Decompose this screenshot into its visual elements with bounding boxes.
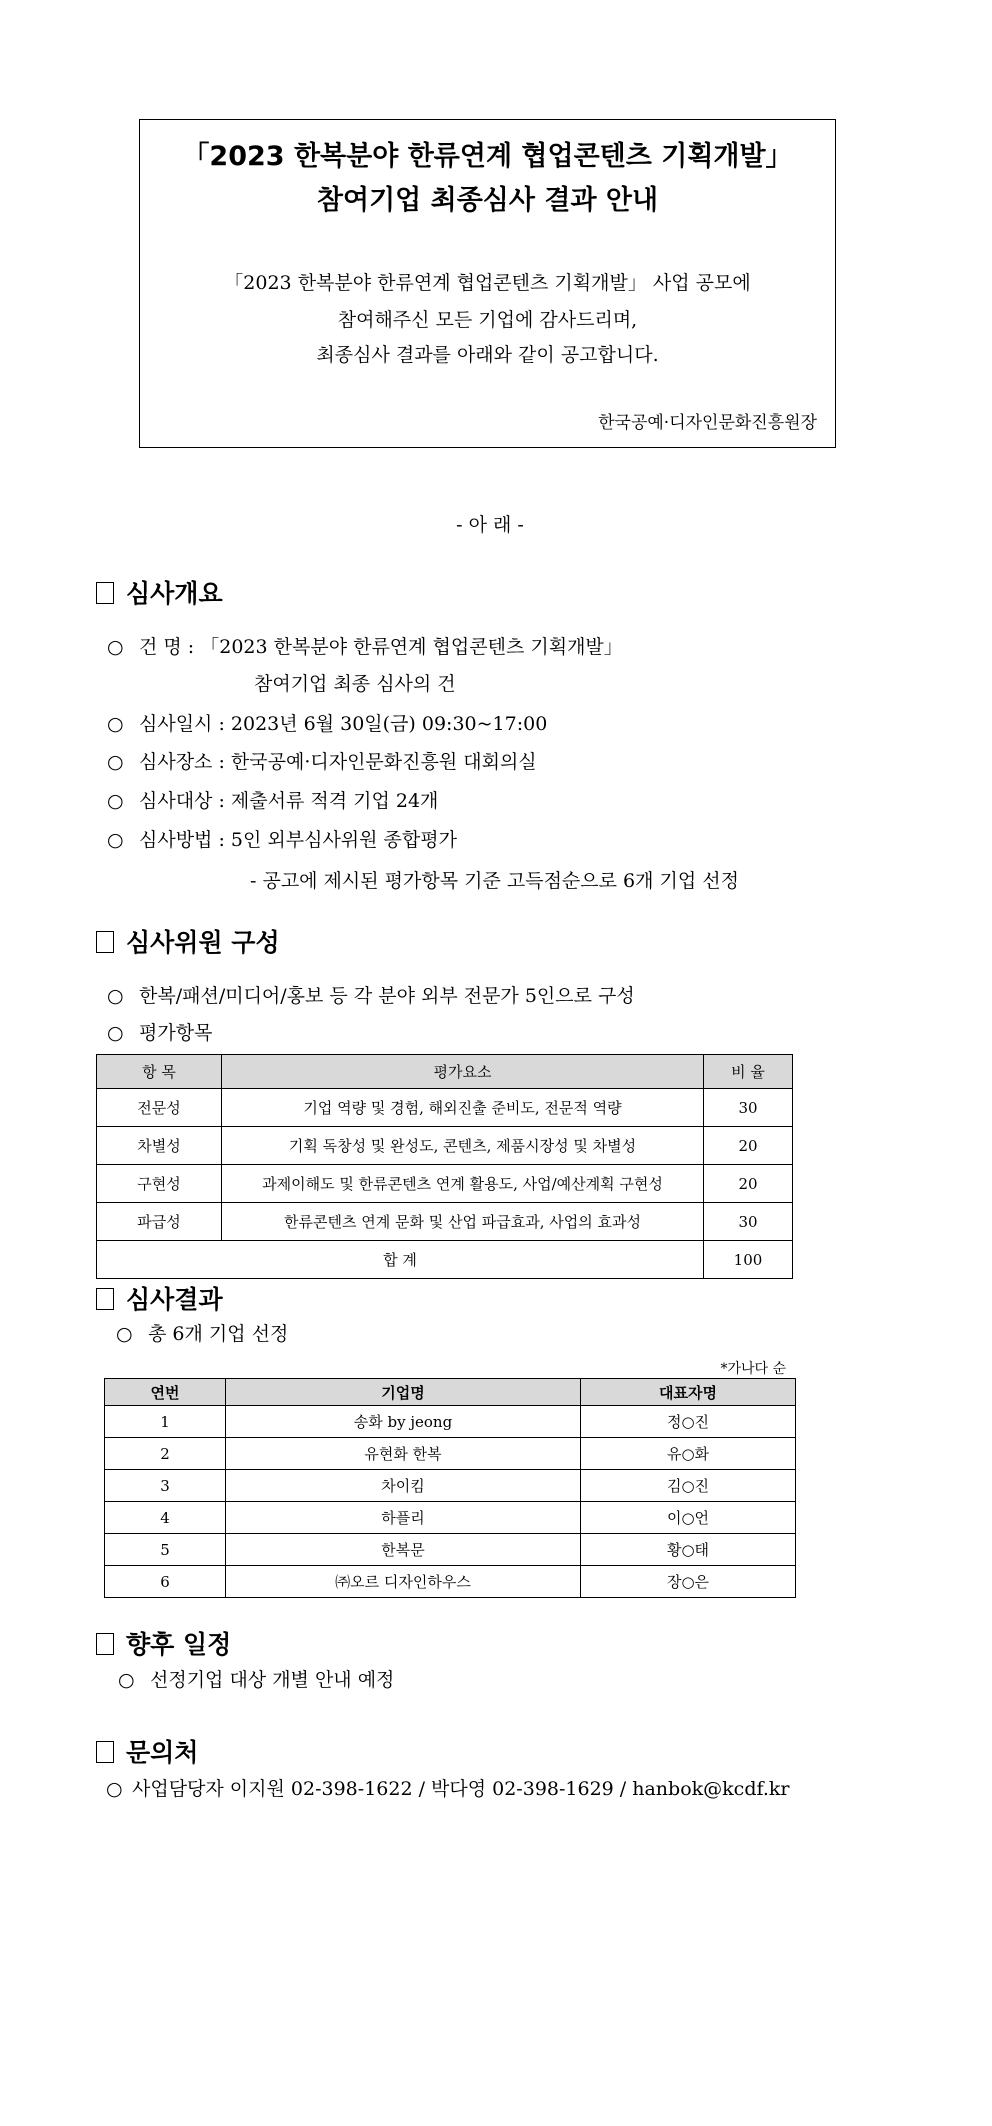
cell: 합 계 (97, 1241, 704, 1279)
overview-item-title (107, 632, 623, 659)
notice-body-line: 참여해주신 모든 기업에 감사드리며, (337, 309, 638, 331)
notice-body-line: 「2023 한복분야 한류연계 협업콘텐츠 기획개발」 사업 공모에 (224, 272, 751, 294)
item-value: 「2023 한복분야 한류연계 협업콘텐츠 기획개발」 (200, 636, 623, 658)
section-heading-committee (96, 923, 280, 959)
cell: 차이킴 (226, 1470, 581, 1502)
item-text: 사업담당자 이지원 02-398-1622 / 박다영 02-398-1629 / hanbok@kcdf.kr (132, 1778, 790, 1800)
item-value: 한국공예·디자인문화진흥원 대회의실 (230, 751, 537, 773)
item-label: 심사방법 : (139, 829, 225, 851)
cell: 3 (105, 1470, 226, 1502)
cell: ㈜오르 디자인하우스 (226, 1566, 581, 1598)
item-label: 건 명 : (139, 636, 195, 658)
heading-text: 향후 일정 (126, 1630, 232, 1659)
bullet-icon: ○ (107, 751, 124, 773)
notice-title-line2: 참여기업 최종심사 결과 안내 (316, 185, 659, 216)
notice-body-line: 최종심사 결과를 아래와 같이 공고합니다. (316, 344, 659, 366)
checkbox-square-icon (96, 1288, 114, 1310)
bullet-icon: ○ (107, 790, 124, 812)
cell: 황○태 (581, 1534, 796, 1566)
notice-title-line1: 「2023 한복분야 한류연계 협업콘텐츠 기획개발」 (182, 141, 793, 172)
cell: 전문성 (97, 1089, 222, 1127)
bullet-icon: ○ (107, 713, 124, 735)
overview-item-place (107, 747, 537, 774)
cell: 20 (704, 1127, 793, 1165)
heading-text: 심사개요 (126, 579, 223, 608)
overview-item-target (107, 786, 438, 813)
cell: 1 (105, 1406, 226, 1438)
item-text: 한복/패션/미디어/홍보 등 각 분야 외부 전문가 5인으로 구성 (139, 985, 635, 1007)
cell: 유현화 한복 (226, 1438, 581, 1470)
bullet-icon: ○ (106, 1778, 123, 1800)
cell: 하플리 (226, 1502, 581, 1534)
table-header-row (105, 1379, 796, 1406)
cell: 기업 역량 및 경험, 해외진출 준비도, 전문적 역량 (222, 1089, 704, 1127)
item-text: 평가항목 (139, 1022, 213, 1044)
cell: 한복문 (226, 1534, 581, 1566)
cell: 4 (105, 1502, 226, 1534)
item-value: 5인 외부심사위원 종합평가 (230, 829, 457, 851)
notice-box (139, 119, 836, 448)
cell: 30 (704, 1203, 793, 1241)
section-heading-overview (96, 574, 223, 610)
cell: 차별성 (97, 1127, 222, 1165)
table-row (105, 1534, 796, 1566)
result-item (116, 1319, 288, 1346)
cell: 과제이해도 및 한류콘텐츠 연계 활용도, 사업/예산계획 구현성 (222, 1165, 704, 1203)
overview-item-method-cont: - 공고에 제시된 평가항목 기준 고득점순으로 6개 기업 선정 (250, 870, 739, 892)
column-header: 평가요소 (222, 1055, 704, 1089)
bullet-icon: ○ (118, 1669, 135, 1691)
schedule-item (118, 1665, 394, 1692)
overview-item-title-cont: 참여기업 최종 심사의 건 (254, 673, 456, 695)
section-heading-result (96, 1280, 223, 1316)
table-row (105, 1406, 796, 1438)
cell: 이○언 (581, 1502, 796, 1534)
bullet-icon: ○ (116, 1323, 133, 1345)
committee-item (107, 1018, 212, 1045)
item-label: 심사일시 : (139, 713, 225, 735)
sort-note: *가나다 순 (720, 1361, 786, 1377)
table-row (105, 1470, 796, 1502)
bullet-icon: ○ (107, 1022, 124, 1044)
bullet-icon: ○ (107, 636, 124, 658)
section-heading-contact (96, 1733, 198, 1769)
cell: 20 (704, 1165, 793, 1203)
table-row (105, 1566, 796, 1598)
table-row (97, 1165, 793, 1203)
cell: 유○화 (581, 1438, 796, 1470)
checkbox-square-icon (96, 582, 114, 604)
checkbox-square-icon (96, 1633, 114, 1655)
table-row (97, 1089, 793, 1127)
cell: 한류콘텐츠 연계 문화 및 산업 파급효과, 사업의 효과성 (222, 1203, 704, 1241)
item-value: 제출서류 적격 기업 24개 (230, 790, 439, 812)
bullet-icon: ○ (107, 985, 124, 1007)
section-heading-schedule (96, 1625, 231, 1661)
item-value: 2023년 6월 30일(금) 09:30~17:00 (230, 713, 548, 735)
cell: 구현성 (97, 1165, 222, 1203)
cell: 장○은 (581, 1566, 796, 1598)
heading-text: 심사결과 (126, 1285, 223, 1314)
bullet-icon: ○ (107, 829, 124, 851)
checkbox-square-icon (96, 931, 114, 953)
cell: 김○진 (581, 1470, 796, 1502)
item-text: 총 6개 기업 선정 (148, 1323, 289, 1345)
table-row (105, 1502, 796, 1534)
committee-item (107, 981, 635, 1008)
evaluation-table (96, 1054, 793, 1279)
table-header-row (97, 1055, 793, 1089)
below-marker: - 아 래 - (456, 514, 524, 536)
cell: 기획 독창성 및 완성도, 콘텐츠, 제품시장성 및 차별성 (222, 1127, 704, 1165)
notice-signature: 한국공예·디자인문화진흥원장 (598, 413, 817, 433)
result-table (104, 1378, 796, 1598)
cell: 100 (704, 1241, 793, 1279)
cell: 30 (704, 1089, 793, 1127)
table-row (97, 1127, 793, 1165)
overview-item-date (107, 709, 547, 736)
table-row (97, 1203, 793, 1241)
cell: 5 (105, 1534, 226, 1566)
cell: 정○진 (581, 1406, 796, 1438)
column-header: 기업명 (226, 1379, 581, 1406)
column-header: 비 율 (704, 1055, 793, 1089)
contact-item (106, 1774, 789, 1801)
item-text: 선정기업 대상 개별 안내 예정 (150, 1669, 395, 1691)
cell: 송화 by jeong (226, 1406, 581, 1438)
overview-item-method (107, 825, 457, 852)
table-row (105, 1438, 796, 1470)
column-header: 연번 (105, 1379, 226, 1406)
column-header: 항 목 (97, 1055, 222, 1089)
cell: 2 (105, 1438, 226, 1470)
heading-text: 문의처 (126, 1738, 199, 1767)
item-label: 심사대상 : (139, 790, 225, 812)
cell: 6 (105, 1566, 226, 1598)
table-total-row (97, 1241, 793, 1279)
heading-text: 심사위원 구성 (126, 928, 280, 957)
checkbox-square-icon (96, 1741, 114, 1763)
cell: 파급성 (97, 1203, 222, 1241)
item-label: 심사장소 : (139, 751, 225, 773)
column-header: 대표자명 (581, 1379, 796, 1406)
